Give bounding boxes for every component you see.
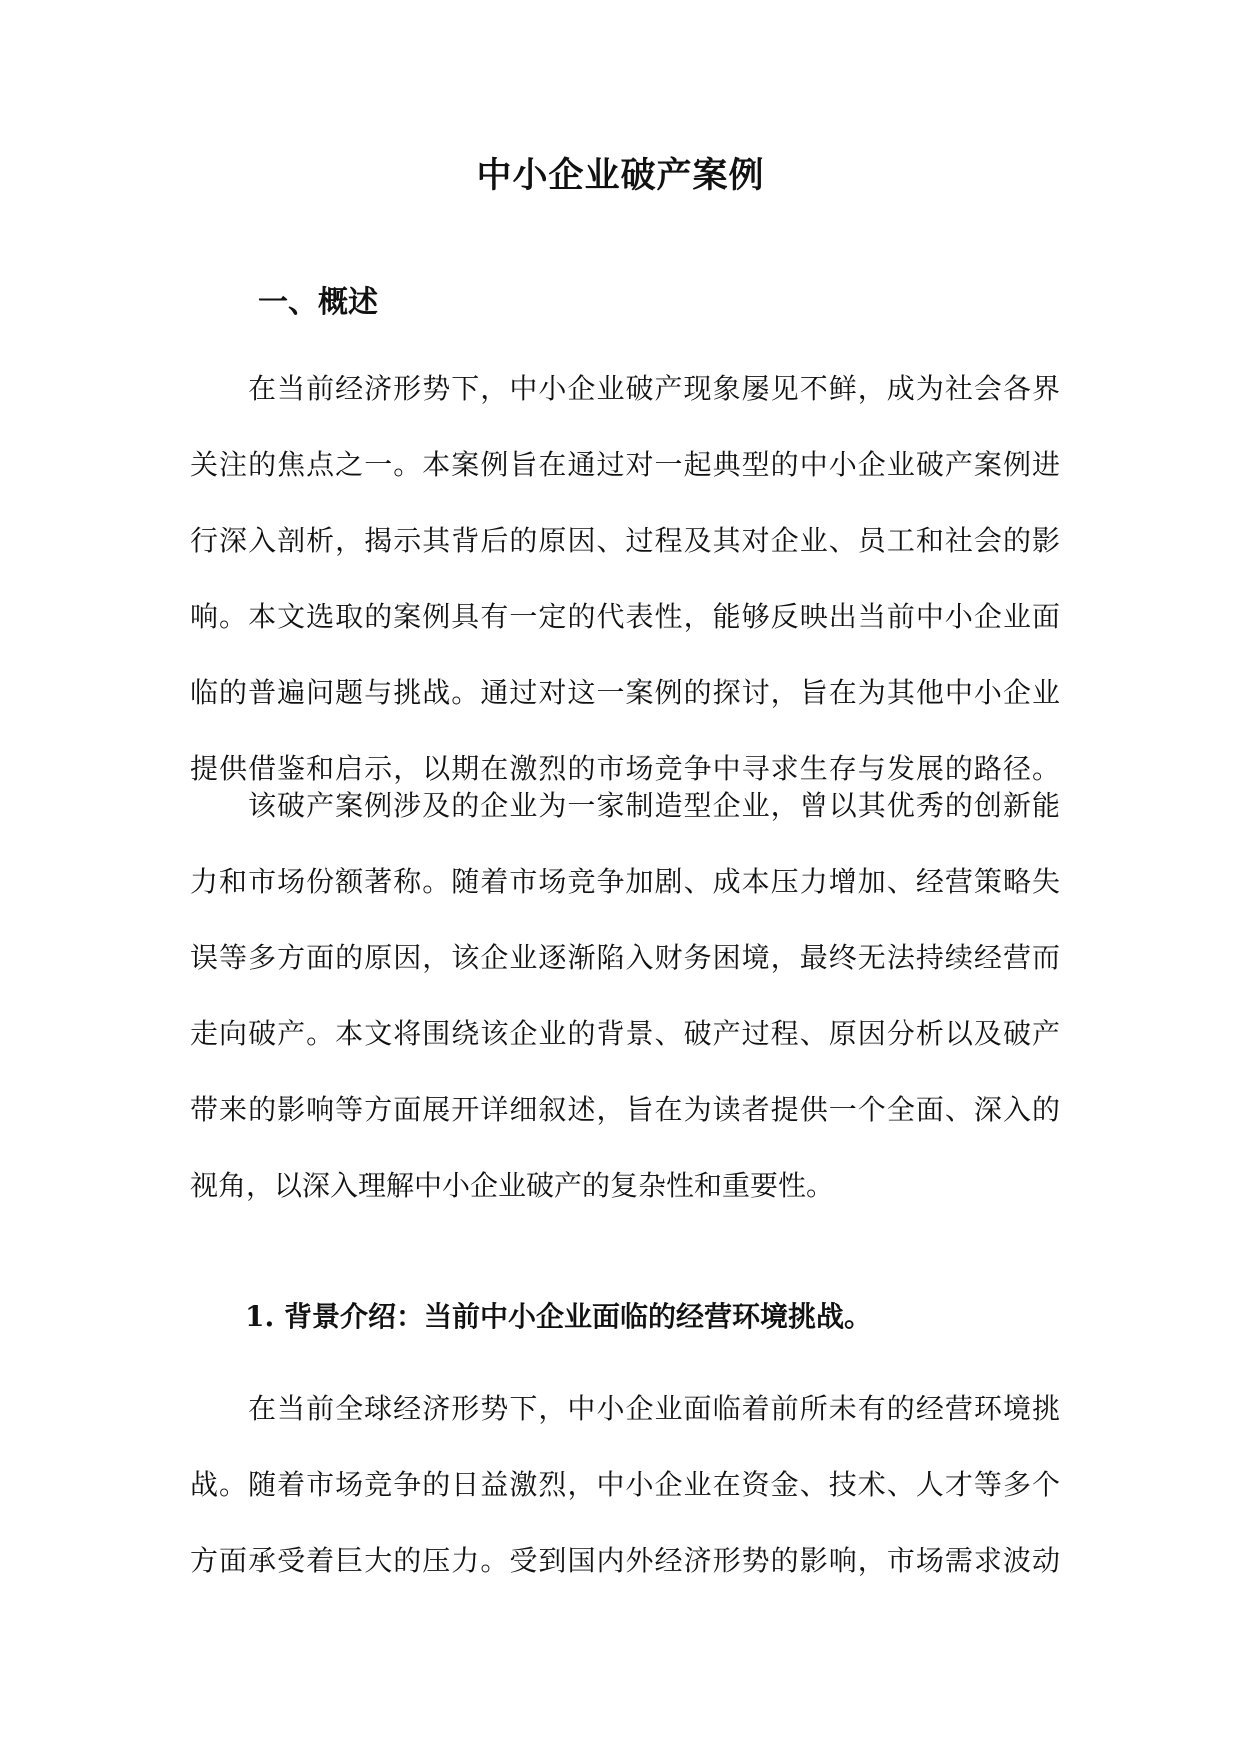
paragraph-line: 响。本文选取的案例具有一定的代表性，能够反映出当前中小企业面 <box>190 600 1060 633</box>
paragraph-line: 行深入剖析，揭示其背后的原因、过程及其对企业、员工和社会的影 <box>190 524 1060 557</box>
paragraph-1 <box>190 351 1060 807</box>
paragraph-line: 走向破产。本文将围绕该企业的背景、破产过程、原因分析以及破产 <box>190 1017 1060 1050</box>
paragraph-line: 在当前全球经济形势下，中小企业面临着前所未有的经营环境挑 <box>248 1392 1060 1425</box>
paragraph-line: 带来的影响等方面展开详细叙述，旨在为读者提供一个全面、深入的 <box>190 1093 1060 1126</box>
paragraph-line: 视角，以深入理解中小企业破产的复杂性和重要性。 <box>190 1169 835 1202</box>
paragraph-line: 在当前经济形势下，中小企业破产现象屡见不鲜，成为社会各界 <box>248 372 1060 405</box>
paragraph-line: 战。随着市场竞争的日益激烈，中小企业在资金、技术、人才等多个 <box>190 1468 1060 1501</box>
paragraph-3 <box>190 1371 1060 1599</box>
sub-heading-background: 1. 背景介绍：当前中小企业面临的经营环境挑战。 <box>245 1300 872 1333</box>
paragraph-line: 力和市场份额著称。随着市场竞争加剧、成本压力增加、经营策略失 <box>190 865 1060 898</box>
section-heading-overview: 一、概述 <box>258 285 378 320</box>
paragraph-line: 临的普遍问题与挑战。通过对这一案例的探讨，旨在为其他中小企业 <box>190 676 1060 709</box>
paragraph-2 <box>190 768 1060 1224</box>
paragraph-line: 误等多方面的原因，该企业逐渐陷入财务困境，最终无法持续经营而 <box>190 941 1060 974</box>
paragraph-line: 该破产案例涉及的企业为一家制造型企业，曾以其优秀的创新能 <box>248 789 1060 822</box>
paragraph-line: 方面承受着巨大的压力。受到国内外经济形势的影响，市场需求波动 <box>190 1544 1060 1577</box>
paragraph-line: 关注的焦点之一。本案例旨在通过对一起典型的中小企业破产案例进 <box>190 448 1060 481</box>
paragraph-line: 提供借鉴和启示，以期在激烈的市场竞争中寻求生存与发展的路径。 <box>190 752 1060 785</box>
document-title: 中小企业破产案例 <box>476 155 765 196</box>
